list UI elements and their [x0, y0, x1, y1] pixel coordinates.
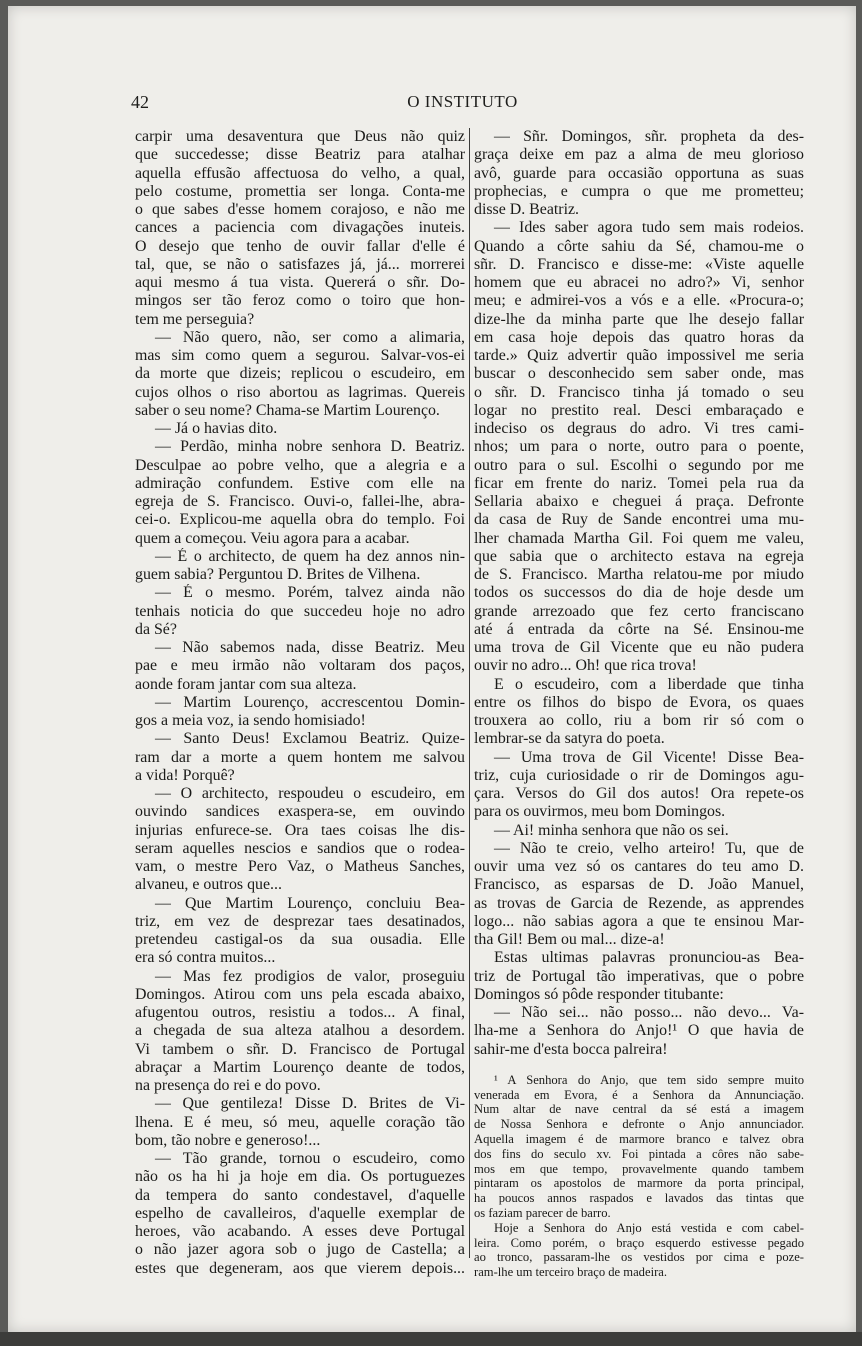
- text-line: tenhais noticia do que succedeu hoje no adro: [135, 602, 465, 620]
- text-line: espelho de cavalleiros, d'aquelle exemplar de: [135, 1204, 465, 1222]
- text-line: gos a meia voz, ia sendo homisiado!: [135, 712, 366, 729]
- footnote-line: mos em que tempo, provavelmente quando tambem: [474, 1161, 804, 1176]
- footnote-line: ¹ A Senhora do Anjo, que tem sido sempre muito: [494, 1072, 804, 1087]
- text-line: pretendeu castigal-os da sua ousadia. Elle: [135, 931, 465, 948]
- text-line: as trovas de Garcia de Rezende, as apprendes: [474, 894, 804, 912]
- text-line: ouvir no adro... Oh! que rica trova!: [474, 657, 697, 675]
- text-line: triz de Portugal tão imperativas, que o pobre: [474, 967, 804, 985]
- column-divider: [469, 128, 470, 1258]
- text-line: — Não sei... não posso... não devo... Va-: [494, 1004, 804, 1021]
- text-line: bom, tão nobre e generoso!...: [135, 1131, 321, 1149]
- text-line: — Já o havias dito.: [155, 420, 278, 437]
- text-line: Quando a côrte sahiu da Sé, chamou-me o: [474, 237, 804, 255]
- text-line: disse D. Beatriz.: [474, 201, 580, 218]
- text-line: triz, em vez de desprezar taes desatinados,: [135, 912, 465, 930]
- running-title: O INSTITUTO: [407, 92, 518, 111]
- text-line: outro para o sul. Escolhi o segundo por me: [474, 456, 804, 474]
- text-line: mas sim como quem a segurou. Salvar-vos-ei: [135, 347, 465, 364]
- text-line: — Não te creio, velho arteiro! Tu, que de: [494, 839, 804, 857]
- text-line: Domingos só pôde responder titubante:: [474, 985, 724, 1003]
- text-line: não os ha hi ja hoje em dia. Os portuguezes: [135, 1168, 465, 1186]
- footnote-line: os faziam parecer de barro.: [474, 1205, 611, 1220]
- footnote: [474, 1073, 804, 1280]
- text-line: cujos olhos o riso abortou as lagrimas. Quereis: [135, 383, 465, 401]
- text-line: admiração confundem. Estive com elle na: [135, 474, 465, 492]
- footnote-line: leira. Como porém, o braço esquerdo estivesse pegado: [474, 1235, 804, 1250]
- text-line: — É o mesmo. Porém, talvez ainda não: [155, 584, 465, 602]
- text-line: — Que Martim Lourenço, concluiu Bea-: [155, 894, 465, 912]
- text-line: da tempera do santo condestavel, d'aquelle: [135, 1186, 465, 1204]
- footnote-line: ao tronco, passaram-lhe os vestidos por cima e poze-: [474, 1250, 804, 1265]
- text-line: pae e meu irmão não voltaram dos paços,: [135, 657, 465, 675]
- text-line: — Martim Lourenço, accrescentou Domin-: [155, 693, 465, 711]
- text-line: prophecias, e cumpra o que me prometteu;: [474, 182, 804, 200]
- footnote-line: Aquella imagem é de marmore branco e talvez obra: [474, 1131, 804, 1146]
- text-line: ouvindo sandices exaspera-se, em ouvindo: [135, 803, 465, 821]
- text-line: egreja de S. Francisco. Ouvi-o, fallei-lhe, abra-: [135, 493, 465, 510]
- text-line: — Uma trova de Gil Vicente! Disse Bea-: [494, 748, 804, 766]
- text-line: tem me perseguia?: [135, 310, 255, 328]
- text-line: o sñr. D. Francisco tinha já tomado o seu: [474, 383, 804, 401]
- text-line: sahir-me d'esta bocca palreira!: [474, 1040, 668, 1058]
- text-line: o que sabes d'esse homem corajoso, e não me: [135, 201, 465, 218]
- text-line: — Ai! minha senhora que não os sei.: [494, 821, 729, 839]
- page-number: 42: [131, 92, 149, 112]
- text-line: E o escudeiro, com a liberdade que tinha: [494, 675, 804, 693]
- text-line: — Sñr. Domingos, sñr. propheta da des-: [494, 128, 804, 145]
- text-line: Desculpae ao pobre velho, que a alegria e a: [135, 456, 465, 474]
- text-line: pelo costume, promettia ser longa. Conta-me: [135, 182, 465, 200]
- text-line: até á entrada da côrte na Sé. Ensinou-me: [474, 620, 804, 638]
- footnote-line: ram-lhe um terceiro braço de madeira.: [474, 1265, 668, 1280]
- text-line: — Tão grande, tornou o escudeiro, como: [155, 1150, 465, 1167]
- text-line: lhena. E é meu, só meu, aquelle coração tão: [135, 1113, 465, 1131]
- text-line: da Sé?: [135, 620, 177, 638]
- text-line: Vi tambem o sñr. D. Francisco de Portugal: [135, 1040, 465, 1058]
- text-line: ouvir uma vez só os cantares do teu amo D.: [474, 858, 804, 875]
- text-line: cei-o. Explicou-me aquella obra do templo. Foi: [135, 511, 465, 529]
- text-line: tarde.» Quiz advertir quão impossivel me seria: [474, 347, 804, 364]
- left-column: [135, 128, 465, 1278]
- text-line: — Perdão, minha nobre senhora D. Beatriz.: [155, 438, 465, 456]
- text-line: — O architecto, respoudeu o escudeiro, em: [155, 785, 465, 802]
- text-line: em casa hoje depois das quatro horas da: [474, 328, 804, 346]
- text-line: entre os filhos do bispo de Evora, os quaes: [474, 693, 804, 711]
- text-line: meu; e admirei-vos a vós e a elle. «Procura-o;: [474, 292, 804, 310]
- text-line: era só contra muitos...: [135, 949, 276, 967]
- text-line: injurias enfurece-se. Ora taes coisas lhe dis-: [135, 821, 465, 839]
- text-line: nhos; um para o norte, outro para o poente,: [474, 438, 804, 456]
- text-line: aquella effusão affectuosa do velho, a qual,: [135, 164, 465, 182]
- text-line: triz, cuja curiosidade o rir de Domingos agu-: [474, 766, 804, 784]
- text-line: saber o seu nome? Chama-se Martim Lourenço.: [135, 401, 440, 419]
- text-line: — Que gentileza! Disse D. Brites de Vi-: [155, 1095, 465, 1113]
- text-line: para os ouvirmos, meu bom Domingos.: [474, 803, 726, 821]
- footnote-line: de Nossa Senhora e defronte o Anjo annunciador.: [474, 1117, 804, 1132]
- text-line: alvaneu, e outros que...: [135, 876, 282, 894]
- text-line: homem que eu abracei no adro?» Vi, senhor: [474, 274, 804, 291]
- text-line: tha Gil! Bem ou mal... dize-a!: [474, 931, 665, 948]
- text-line: que sabia que o architecto estava na egreja: [474, 547, 804, 565]
- text-line: que succedesse; disse Beatriz para atalhar: [135, 146, 465, 164]
- text-line: heroes, vão acabando. A esses deve Portugal: [135, 1223, 465, 1240]
- text-line: a chegada de sua alteza atalhou a desordem.: [135, 1022, 465, 1040]
- text-line: mingos ser tão feroz como o toiro que hon-: [135, 292, 465, 310]
- right-column: [474, 128, 804, 1280]
- text-line: todos os successos do dia de hoje desde um: [474, 584, 804, 602]
- text-line: na presença do rei e do povo.: [135, 1077, 321, 1094]
- text-line: — Santo Deus! Exclamou Beatriz. Quize-: [155, 730, 465, 748]
- footnote-line: pintaram os apostolos de marmore da porta principal,: [474, 1176, 804, 1191]
- text-line: Francisco, as esparsas de D. João Manuel,: [474, 876, 804, 894]
- text-line: graça deixe em paz a alma de meu glorioso: [474, 146, 804, 164]
- text-line: vam, o mestre Pero Vaz, o Matheus Sanches,: [135, 858, 465, 875]
- text-line: ram dar a morte a quem hontem me salvou: [135, 748, 465, 766]
- scanner-edge: [0, 1332, 862, 1346]
- text-line: trouxera ao collo, riu a bom rir só com o: [474, 712, 804, 729]
- footnote-line: Hoje a Senhora do Anjo está vestida e com cabel-: [494, 1220, 804, 1235]
- text-line: indeciso os degraus do adro. Vi tres cami-: [474, 420, 804, 437]
- text-line: de S. Francisco. Martha relatou-me por miudo: [474, 566, 804, 583]
- text-line: quem a começou. Veiu agora para a acabar.: [135, 529, 410, 547]
- text-line: da casa de Ruy de Sande encontrei uma mu-: [474, 511, 804, 529]
- text-line: Sellaria abaixo e cheguei á praça. Defronte: [474, 493, 804, 510]
- text-line: aqui mesmo á tua vista. Quererá o sñr. Do-: [135, 274, 465, 291]
- text-line: — Não quero, não, ser como a alimaria,: [155, 328, 465, 346]
- text-line: tal, que, se não o satisfazes já, já... morrerei: [135, 255, 465, 273]
- footnote-line: dos fins do seculo xv. Foi pintada a côres não sabe-: [474, 1146, 804, 1161]
- text-line: — Não sabemos nada, disse Beatriz. Meu: [155, 639, 465, 656]
- text-line: grande arrezoado que fez certo franciscano: [474, 602, 804, 620]
- text-line: afugentou outros, resistiu a todos... A final,: [135, 1004, 465, 1021]
- text-line: uma trova de Gil Vicente que eu não pudera: [474, 639, 804, 656]
- text-line: avô, guarde para occasião opportuna as suas: [474, 164, 804, 182]
- text-line: dize-lhe da minha parte que lhe desejo fallar: [474, 310, 804, 328]
- text-line: a vida! Porquê?: [135, 766, 235, 784]
- text-line: ficar em frente do nariz. Tomei pela rua da: [474, 474, 804, 492]
- footnote-line: venerada em Evora, é a Senhora da Annunciação.: [474, 1087, 804, 1102]
- text-line: guem sabia? Perguntou D. Brites de Vilhena.: [135, 566, 421, 583]
- text-line: aonde foram jantar com sua alteza.: [135, 675, 357, 693]
- text-line: estes que degeneram, aos que vierem depois...: [135, 1259, 465, 1277]
- right-column-body: [474, 128, 804, 1059]
- text-line: lher chamada Martha Gil. Foi quem me valeu,: [474, 529, 804, 547]
- text-line: — Ides saber agora tudo sem mais rodeios.: [494, 219, 804, 237]
- text-line: logar no prestito real. Desci embaraçado e: [474, 401, 804, 419]
- text-line: lembrar-se da satyra do poeta.: [474, 730, 665, 748]
- text-line: — Mas fez prodigios de valor, proseguiu: [155, 967, 465, 985]
- text-line: lha-me a Senhora do Anjo!¹ O que havia de: [474, 1022, 804, 1040]
- text-line: Estas ultimas palavras pronunciou-as Bea-: [494, 949, 804, 967]
- text-line: seram aquelles nescios e sandios que o rodea-: [135, 839, 465, 857]
- page-header: [125, 90, 800, 116]
- text-line: da morte que dizeis; replicou o escudeiro, em: [135, 365, 465, 383]
- text-line: — É o architecto, de quem ha dez annos nin-: [155, 547, 465, 565]
- text-line: o não jazer agora sob o jugo de Castella; a: [135, 1241, 465, 1259]
- text-line: carpir uma desaventura que Deus não quiz: [135, 128, 465, 145]
- text-line: abraçar a Martim Lourenço deante de todos,: [135, 1058, 465, 1076]
- text-line: O desejo que tenho de ouvir fallar d'elle é: [135, 237, 465, 255]
- text-line: buscar o desconhecido sem saber onde, mas: [474, 365, 804, 383]
- text-line: çara. Versos do Gil dos autos! Ora repete-os: [474, 785, 804, 802]
- footnote-line: ha poucos annos raspados e lavados das tintas que: [474, 1191, 804, 1206]
- text-line: Domingos. Atirou com uns pela escada abaixo,: [135, 985, 465, 1003]
- text-line: sñr. D. Francisco e disse-me: «Viste aquelle: [474, 255, 804, 273]
- footnote-line: Num altar de nave central da sé está a imagem: [474, 1102, 804, 1117]
- text-line: logo... não sabias agora a que te ensinou Mar-: [474, 912, 804, 930]
- text-line: cances a paciencia com divagações inuteis.: [135, 219, 465, 237]
